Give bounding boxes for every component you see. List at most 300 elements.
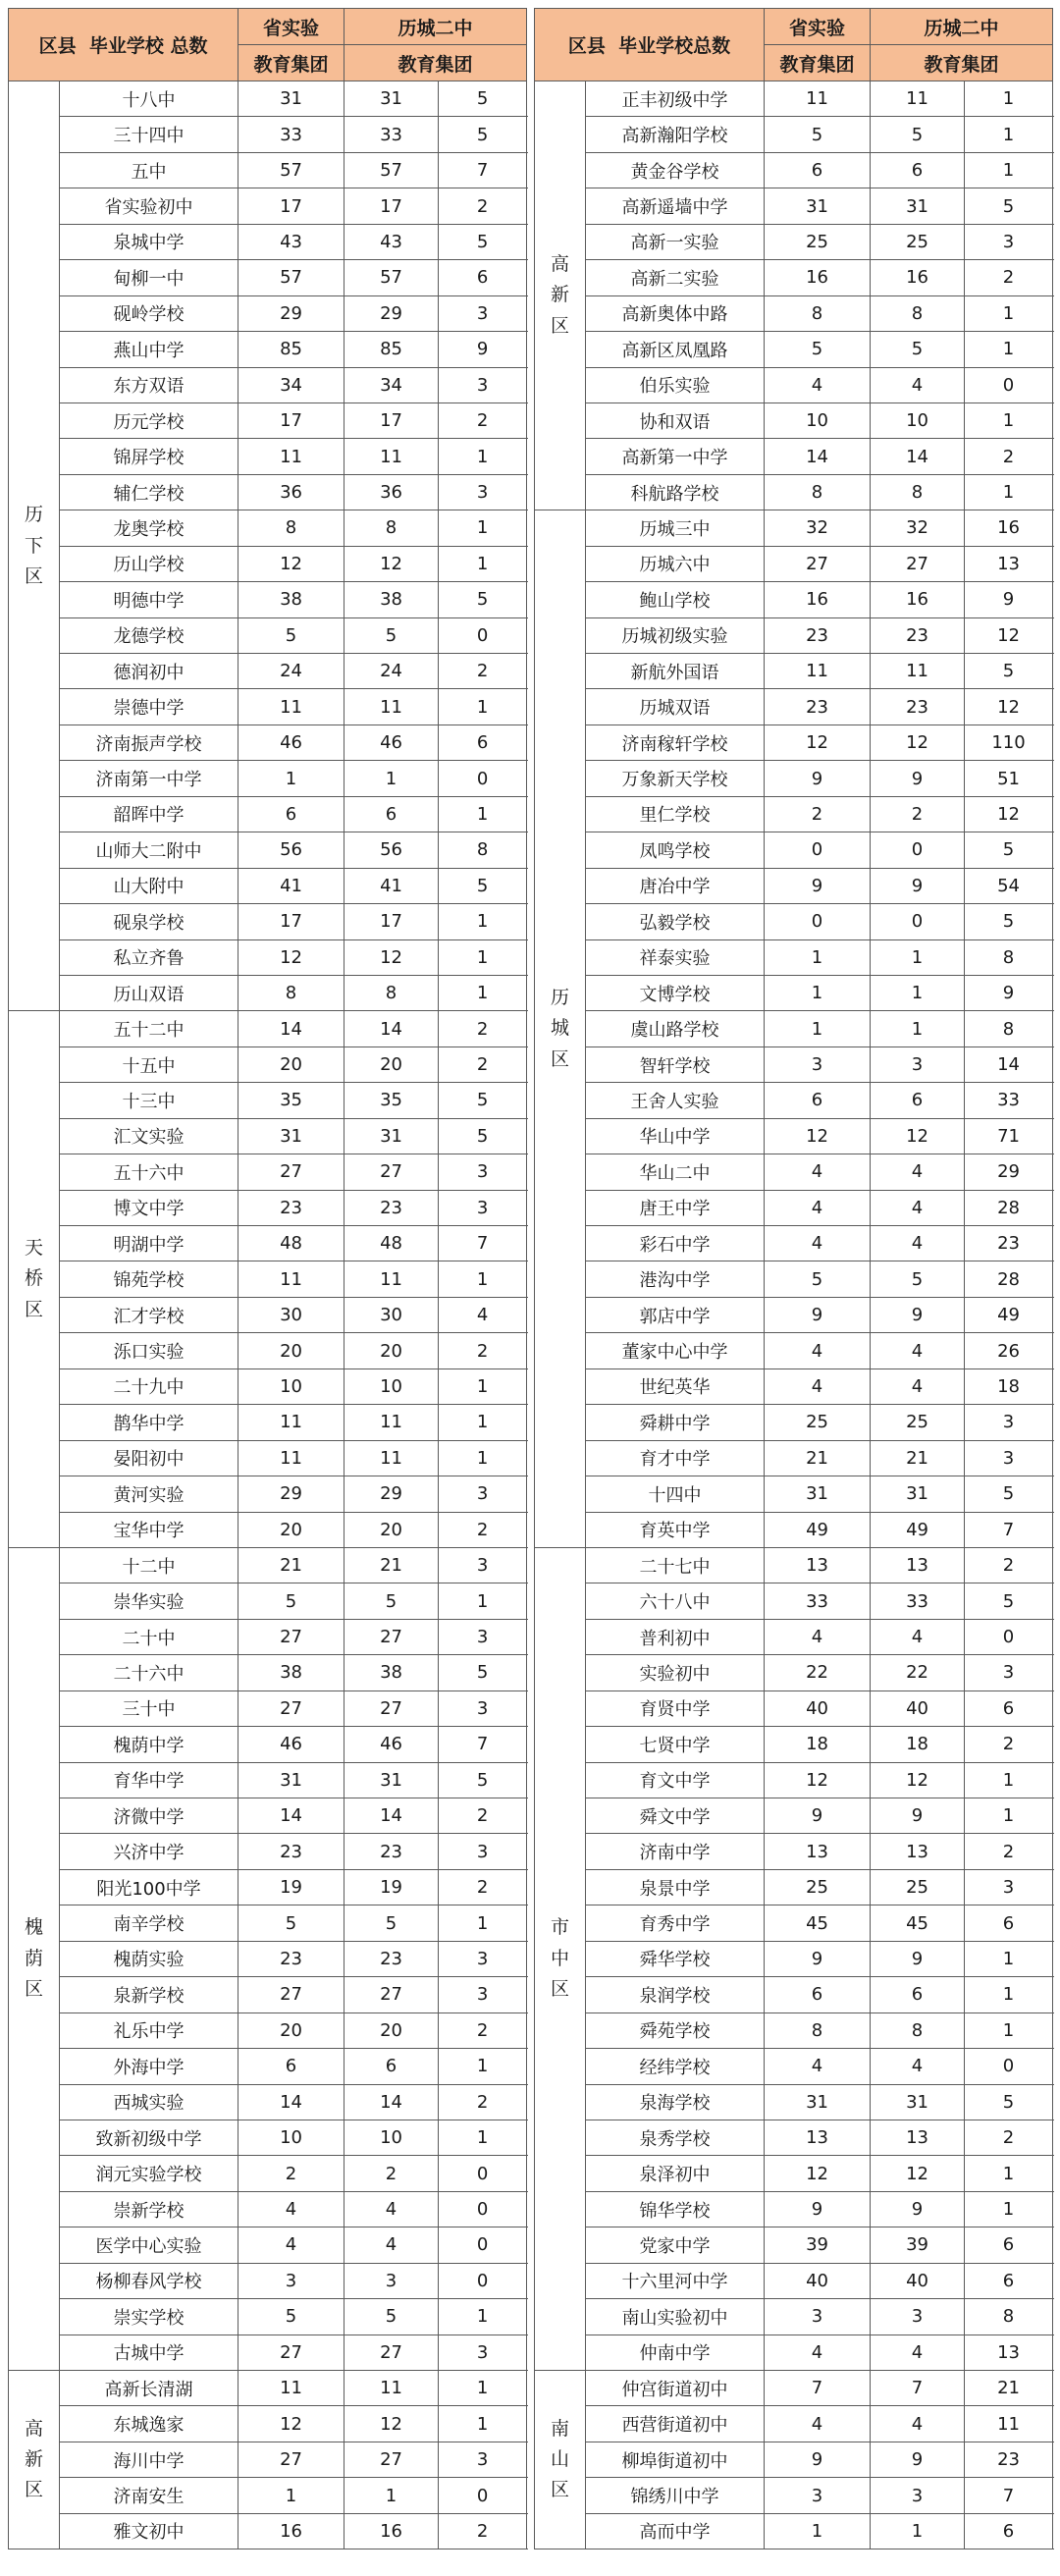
total-cell: 12 xyxy=(765,1762,871,1798)
col-a-cell: 21 xyxy=(871,1440,965,1476)
total-cell: 4 xyxy=(238,2191,344,2227)
col-a-cell: 32 xyxy=(871,510,965,546)
school-cell: 经纬学校 xyxy=(586,2049,765,2084)
header-district-school-total xyxy=(535,9,765,81)
col-a-cell: 4 xyxy=(871,1333,965,1368)
table-row xyxy=(9,402,527,438)
col-b-cell: 1 xyxy=(965,2012,1053,2048)
table-row xyxy=(9,2513,527,2549)
table-row xyxy=(9,796,527,832)
col-a-cell: 0 xyxy=(871,832,965,868)
table-row xyxy=(535,1905,1053,1941)
col-a-cell: 11 xyxy=(344,689,439,724)
school-cell: 济南第一中学 xyxy=(60,761,238,796)
table-row xyxy=(9,2227,527,2263)
col-a-cell: 9 xyxy=(871,1941,965,1976)
school-cell: 舜文中学 xyxy=(586,1798,765,1834)
school-cell: 博文中学 xyxy=(60,1190,238,1225)
total-cell: 4 xyxy=(765,2406,871,2442)
col-b-cell: 3 xyxy=(439,2334,527,2370)
school-cell: 唐冶中学 xyxy=(586,868,765,903)
school-cell: 育华中学 xyxy=(60,1762,238,1798)
table-row xyxy=(9,1118,527,1154)
col-a-cell: 6 xyxy=(871,1083,965,1118)
col-b-cell: 1 xyxy=(965,474,1053,510)
total-cell: 12 xyxy=(765,1118,871,1154)
total-cell: 11 xyxy=(238,1440,344,1476)
col-a-cell: 33 xyxy=(344,117,439,152)
total-cell: 5 xyxy=(238,2299,344,2334)
table-row xyxy=(535,2156,1053,2191)
table-row xyxy=(9,224,527,259)
col-a-cell: 27 xyxy=(344,1690,439,1726)
total-cell: 14 xyxy=(238,1798,344,1834)
total-cell: 11 xyxy=(238,689,344,724)
col-a-cell: 23 xyxy=(344,1834,439,1869)
school-cell: 西营街道初中 xyxy=(586,2406,765,2442)
col-a-cell: 43 xyxy=(344,224,439,259)
header-district: 区县 xyxy=(567,35,606,57)
col-b-cell: 1 xyxy=(965,117,1053,152)
total-cell: 4 xyxy=(765,1226,871,1261)
col-b-cell: 2 xyxy=(439,1869,527,1905)
total-cell: 27 xyxy=(238,2442,344,2477)
col-b-cell: 1 xyxy=(965,332,1053,367)
total-cell: 8 xyxy=(765,2012,871,2048)
col-b-cell: 6 xyxy=(439,260,527,295)
total-cell: 34 xyxy=(238,367,344,402)
district-label: 天桥区 xyxy=(24,1237,43,1320)
col-b-cell: 2 xyxy=(965,1834,1053,1869)
table-row xyxy=(9,939,527,975)
table-row xyxy=(9,1869,527,1905)
total-cell: 4 xyxy=(765,1190,871,1225)
col-b-cell: 3 xyxy=(439,1941,527,1976)
col-a-cell: 1 xyxy=(871,1011,965,1046)
table-row xyxy=(9,81,527,117)
total-cell: 41 xyxy=(238,868,344,903)
col-b-cell: 8 xyxy=(965,1011,1053,1046)
table-row xyxy=(535,1834,1053,1869)
table-row xyxy=(9,1512,527,1547)
school-cell: 雅文初中 xyxy=(60,2513,238,2549)
table-row xyxy=(9,2191,527,2227)
col-b-cell: 1 xyxy=(965,1977,1053,2012)
school-cell: 宝华中学 xyxy=(60,1512,238,1547)
school-cell: 郭店中学 xyxy=(586,1297,765,1332)
col-b-cell: 5 xyxy=(439,81,527,117)
col-b-cell: 5 xyxy=(965,1583,1053,1619)
col-b-cell: 7 xyxy=(965,2478,1053,2513)
district-label: 槐荫区 xyxy=(24,1916,43,2001)
table-row xyxy=(535,2012,1053,2048)
school-cell: 协和双语 xyxy=(586,402,765,438)
table-row xyxy=(9,1690,527,1726)
col-b-cell: 3 xyxy=(965,1655,1053,1690)
col-a-cell: 31 xyxy=(871,1476,965,1512)
school-cell: 十二中 xyxy=(60,1547,238,1583)
total-cell: 16 xyxy=(765,582,871,617)
col-a-cell: 16 xyxy=(871,582,965,617)
col-a-cell: 8 xyxy=(344,510,439,546)
header-district-school-total xyxy=(9,9,238,81)
school-cell: 德润初中 xyxy=(60,654,238,689)
school-cell: 崇实学校 xyxy=(60,2299,238,2334)
total-cell: 5 xyxy=(238,617,344,653)
col-a-cell: 24 xyxy=(344,654,439,689)
table-row xyxy=(535,1297,1053,1332)
col-b-cell: 1 xyxy=(439,510,527,546)
col-a-cell: 5 xyxy=(871,1261,965,1297)
table-row xyxy=(535,1762,1053,1798)
col-a-cell: 27 xyxy=(344,1154,439,1190)
col-a-cell: 4 xyxy=(871,1619,965,1654)
school-cell: 医学中心实验 xyxy=(60,2227,238,2263)
col-b-cell: 1 xyxy=(439,2049,527,2084)
col-b-cell: 0 xyxy=(965,1619,1053,1654)
table-row xyxy=(535,332,1053,367)
school-cell: 高新长清湖 xyxy=(60,2371,238,2406)
col-b-cell: 4 xyxy=(439,1297,527,1332)
table-row xyxy=(535,117,1053,152)
col-a-cell: 3 xyxy=(871,2478,965,2513)
total-cell: 6 xyxy=(765,152,871,188)
col-a-cell: 14 xyxy=(344,1011,439,1046)
total-cell: 1 xyxy=(765,975,871,1010)
table-row xyxy=(9,2120,527,2155)
total-cell: 20 xyxy=(238,1512,344,1547)
school-cell: 南辛学校 xyxy=(60,1905,238,1941)
col-a-cell: 1 xyxy=(344,2478,439,2513)
table-row xyxy=(9,1297,527,1332)
table-row xyxy=(9,1154,527,1190)
school-cell: 济南振声学校 xyxy=(60,724,238,760)
total-cell: 5 xyxy=(765,332,871,367)
school-cell: 砚泉学校 xyxy=(60,904,238,939)
school-cell: 韶晖中学 xyxy=(60,796,238,832)
col-b-cell: 5 xyxy=(965,654,1053,689)
school-cell: 济南中学 xyxy=(586,1834,765,1869)
school-cell: 正丰初级中学 xyxy=(586,81,765,117)
col-b-cell: 1 xyxy=(439,1905,527,1941)
school-cell: 里仁学校 xyxy=(586,796,765,832)
col-b-cell: 12 xyxy=(965,617,1053,653)
col-a-cell: 2 xyxy=(344,2156,439,2191)
col-b-cell: 1 xyxy=(439,904,527,939)
table-row xyxy=(535,724,1053,760)
col-a-cell: 4 xyxy=(871,2406,965,2442)
table-row xyxy=(535,1798,1053,1834)
col-a-cell: 11 xyxy=(344,1405,439,1440)
table-row xyxy=(9,761,527,796)
col-b-cell: 8 xyxy=(439,832,527,868)
school-cell: 文博学校 xyxy=(586,975,765,1010)
school-cell: 砚岭学校 xyxy=(60,295,238,331)
school-cell: 省实验初中 xyxy=(60,188,238,224)
table-row xyxy=(535,2227,1053,2263)
table-row xyxy=(535,1655,1053,1690)
col-a-cell: 20 xyxy=(344,1046,439,1082)
total-cell: 31 xyxy=(238,1118,344,1154)
school-cell: 晏阳初中 xyxy=(60,1440,238,1476)
col-b-cell: 28 xyxy=(965,1261,1053,1297)
table-row xyxy=(535,224,1053,259)
total-cell: 12 xyxy=(765,724,871,760)
col-b-cell: 6 xyxy=(965,1905,1053,1941)
district-label: 南山区 xyxy=(550,2417,569,2501)
total-cell: 11 xyxy=(238,1261,344,1297)
col-b-cell: 51 xyxy=(965,761,1053,796)
table-row xyxy=(9,1941,527,1976)
school-cell: 泉润学校 xyxy=(586,1977,765,2012)
col-b-cell: 1 xyxy=(965,1941,1053,1976)
table-row xyxy=(9,1727,527,1762)
total-cell: 0 xyxy=(765,904,871,939)
col-b-cell: 13 xyxy=(965,2334,1053,2370)
col-a-cell: 9 xyxy=(871,2442,965,2477)
col-b-cell: 7 xyxy=(439,1226,527,1261)
total-cell: 27 xyxy=(238,2334,344,2370)
school-cell: 历城三中 xyxy=(586,510,765,546)
school-cell: 泉秀学校 xyxy=(586,2120,765,2155)
school-cell: 泉泽初中 xyxy=(586,2156,765,2191)
col-a-cell: 29 xyxy=(344,295,439,331)
total-cell: 6 xyxy=(765,1977,871,2012)
school-cell: 高新奥体中路 xyxy=(586,295,765,331)
table-row xyxy=(535,402,1053,438)
school-cell: 十四中 xyxy=(586,1476,765,1512)
col-b-cell: 3 xyxy=(439,1834,527,1869)
total-cell: 27 xyxy=(765,546,871,581)
school-cell: 华山二中 xyxy=(586,1154,765,1190)
total-cell: 39 xyxy=(765,2227,871,2263)
total-cell: 9 xyxy=(765,1798,871,1834)
total-cell: 46 xyxy=(238,1727,344,1762)
total-cell: 3 xyxy=(765,2478,871,2513)
table-row xyxy=(9,2406,527,2442)
col-b-cell: 28 xyxy=(965,1190,1053,1225)
table-row xyxy=(535,868,1053,903)
total-cell: 40 xyxy=(765,2263,871,2298)
col-a-cell: 46 xyxy=(344,724,439,760)
school-cell: 鹊华中学 xyxy=(60,1405,238,1440)
col-b-cell: 1 xyxy=(439,1368,527,1404)
col-b-cell: 2 xyxy=(965,1727,1053,1762)
col-a-cell: 34 xyxy=(344,367,439,402)
col-b-cell: 3 xyxy=(439,1690,527,1726)
total-cell: 4 xyxy=(765,1619,871,1654)
col-a-cell: 2 xyxy=(871,796,965,832)
table-row xyxy=(535,1869,1053,1905)
total-cell: 11 xyxy=(765,81,871,117)
total-cell: 27 xyxy=(238,1619,344,1654)
school-cell: 智轩学校 xyxy=(586,1046,765,1082)
col-a-cell: 18 xyxy=(871,1727,965,1762)
table-row xyxy=(9,1405,527,1440)
school-cell: 南山实验初中 xyxy=(586,2299,765,2334)
total-cell: 25 xyxy=(765,1405,871,1440)
total-cell: 4 xyxy=(765,367,871,402)
table-row xyxy=(9,1083,527,1118)
col-b-cell: 1 xyxy=(439,1583,527,1619)
table-row xyxy=(535,367,1053,402)
total-cell: 9 xyxy=(765,761,871,796)
col-a-cell: 4 xyxy=(871,2334,965,2370)
total-cell: 31 xyxy=(765,1476,871,1512)
total-cell: 27 xyxy=(238,1977,344,2012)
col-b-cell: 2 xyxy=(439,188,527,224)
header-col-a-bottom: 教育集团 xyxy=(765,45,871,81)
total-cell: 9 xyxy=(765,2442,871,2477)
district-cell xyxy=(535,510,586,1548)
school-cell: 高新遥墙中学 xyxy=(586,188,765,224)
school-cell: 高而中学 xyxy=(586,2513,765,2549)
total-cell: 31 xyxy=(238,81,344,117)
school-cell: 龙德学校 xyxy=(60,617,238,653)
col-a-cell: 13 xyxy=(871,1547,965,1583)
col-b-cell: 2 xyxy=(439,2012,527,2048)
col-a-cell: 25 xyxy=(871,1869,965,1905)
col-a-cell: 12 xyxy=(871,724,965,760)
col-b-cell: 7 xyxy=(439,1727,527,1762)
total-cell: 11 xyxy=(238,2371,344,2406)
col-b-cell: 7 xyxy=(439,152,527,188)
col-a-cell: 40 xyxy=(871,2263,965,2298)
district-cell xyxy=(9,1547,60,2370)
col-a-cell: 48 xyxy=(344,1226,439,1261)
col-b-cell: 3 xyxy=(439,367,527,402)
col-a-cell: 5 xyxy=(344,1583,439,1619)
col-a-cell: 11 xyxy=(871,654,965,689)
table-row xyxy=(535,796,1053,832)
col-b-cell: 5 xyxy=(439,117,527,152)
total-cell: 0 xyxy=(765,832,871,868)
col-b-cell: 0 xyxy=(439,2478,527,2513)
col-a-cell: 14 xyxy=(344,2084,439,2120)
col-b-cell: 6 xyxy=(965,2227,1053,2263)
total-cell: 13 xyxy=(765,2120,871,2155)
total-cell: 2 xyxy=(238,2156,344,2191)
col-a-cell: 4 xyxy=(871,1154,965,1190)
table-row xyxy=(535,1440,1053,1476)
total-cell: 1 xyxy=(238,761,344,796)
col-b-cell: 9 xyxy=(965,975,1053,1010)
col-a-cell: 5 xyxy=(344,2299,439,2334)
table-row xyxy=(535,2406,1053,2442)
col-b-cell: 1 xyxy=(439,1405,527,1440)
table-row xyxy=(9,2012,527,2048)
col-a-cell: 10 xyxy=(871,402,965,438)
col-b-cell: 5 xyxy=(439,1655,527,1690)
col-b-cell: 1 xyxy=(439,546,527,581)
header-school: 毕业学校 xyxy=(618,35,694,57)
col-a-cell: 31 xyxy=(344,1762,439,1798)
total-cell: 1 xyxy=(765,939,871,975)
col-b-cell: 1 xyxy=(965,1762,1053,1798)
col-b-cell: 2 xyxy=(965,260,1053,295)
total-cell: 23 xyxy=(238,1190,344,1225)
total-cell: 29 xyxy=(238,1476,344,1512)
col-b-cell: 1 xyxy=(439,796,527,832)
col-a-cell: 45 xyxy=(871,1905,965,1941)
col-b-cell: 5 xyxy=(439,224,527,259)
col-a-cell: 20 xyxy=(344,2012,439,2048)
total-cell: 36 xyxy=(238,474,344,510)
school-cell: 燕山中学 xyxy=(60,332,238,367)
total-cell: 25 xyxy=(765,224,871,259)
col-b-cell: 3 xyxy=(965,1869,1053,1905)
col-a-cell: 1 xyxy=(871,939,965,975)
total-cell: 45 xyxy=(765,1905,871,1941)
table-row xyxy=(9,1046,527,1082)
col-b-cell: 1 xyxy=(965,2156,1053,2191)
total-cell: 8 xyxy=(238,510,344,546)
school-cell: 港沟中学 xyxy=(586,1261,765,1297)
table-row xyxy=(535,1619,1053,1654)
total-cell: 6 xyxy=(238,796,344,832)
col-a-cell: 4 xyxy=(871,1190,965,1225)
col-a-cell: 23 xyxy=(344,1941,439,1976)
col-a-cell: 1 xyxy=(871,975,965,1010)
table-row xyxy=(535,1583,1053,1619)
total-cell: 14 xyxy=(238,2084,344,2120)
col-b-cell: 3 xyxy=(439,474,527,510)
col-a-cell: 41 xyxy=(344,868,439,903)
school-cell: 科航路学校 xyxy=(586,474,765,510)
col-a-cell: 8 xyxy=(344,975,439,1010)
total-cell: 8 xyxy=(238,975,344,1010)
table-row xyxy=(535,546,1053,581)
total-cell: 56 xyxy=(238,832,344,868)
total-cell: 32 xyxy=(765,510,871,546)
table-row xyxy=(535,904,1053,939)
school-cell: 高新二实验 xyxy=(586,260,765,295)
table-row xyxy=(535,2478,1053,2513)
col-b-cell: 0 xyxy=(439,617,527,653)
header-col-b-top: 历城二中 xyxy=(344,9,527,45)
school-cell: 育文中学 xyxy=(586,1762,765,1798)
header-col-a-top: 省实验 xyxy=(765,9,871,45)
school-cell: 世纪英华 xyxy=(586,1368,765,1404)
table-row xyxy=(535,1226,1053,1261)
total-cell: 9 xyxy=(765,1297,871,1332)
col-a-cell: 11 xyxy=(344,1261,439,1297)
header-district: 区县 xyxy=(38,35,77,57)
col-a-cell: 16 xyxy=(344,2513,439,2549)
table-row xyxy=(9,260,527,295)
col-a-cell: 9 xyxy=(871,868,965,903)
total-cell: 7 xyxy=(765,2371,871,2406)
school-cell: 高新瀚阳学校 xyxy=(586,117,765,152)
col-a-cell: 17 xyxy=(344,402,439,438)
col-a-cell: 1 xyxy=(344,761,439,796)
district-cell xyxy=(9,1011,60,1548)
col-b-cell: 3 xyxy=(439,2442,527,2477)
total-cell: 38 xyxy=(238,1655,344,1690)
district-label: 市中区 xyxy=(550,1916,569,2001)
total-cell: 46 xyxy=(238,724,344,760)
table-row xyxy=(535,1154,1053,1190)
total-cell: 4 xyxy=(765,2334,871,2370)
col-b-cell: 2 xyxy=(439,402,527,438)
total-cell: 35 xyxy=(238,1083,344,1118)
school-cell: 泉城中学 xyxy=(60,224,238,259)
school-cell: 实验初中 xyxy=(586,1655,765,1690)
school-cell: 三十中 xyxy=(60,1690,238,1726)
total-cell: 4 xyxy=(765,1333,871,1368)
col-b-cell: 9 xyxy=(965,582,1053,617)
school-cell: 十五中 xyxy=(60,1046,238,1082)
